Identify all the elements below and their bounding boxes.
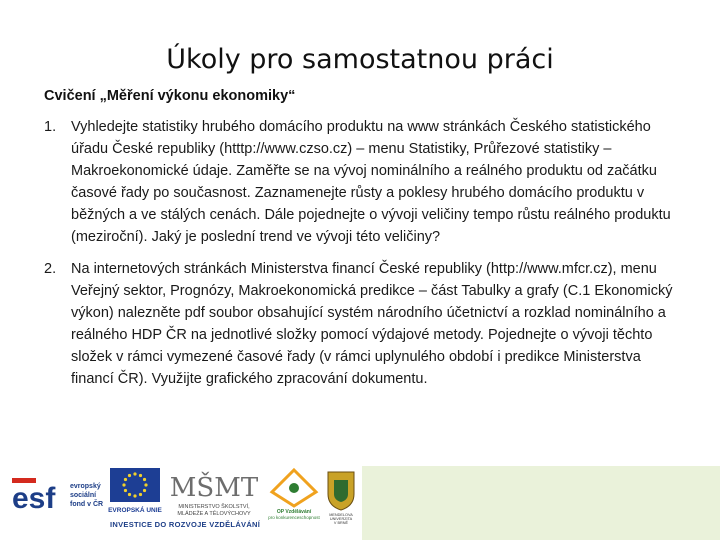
- crest-text-line: MENDELOVA: [329, 513, 353, 517]
- crest-text-line: V BRNĚ: [333, 521, 349, 524]
- op-dot-icon: [289, 483, 299, 493]
- esf-text-line: evropský: [70, 483, 101, 490]
- crest-inner-icon: [334, 480, 348, 502]
- eu-star: [133, 494, 136, 497]
- corner-decoration: [362, 466, 720, 540]
- msmt-text-line: MINISTERSTVO ŠKOLSTVÍ,: [178, 504, 250, 510]
- eu-star: [133, 472, 136, 475]
- task-item: [44, 258, 684, 390]
- eu-star: [128, 493, 131, 496]
- university-crest: [322, 466, 360, 524]
- eu-star: [128, 474, 131, 477]
- footer-slogan: INVESTICE DO ROZVOJE VZDĚLÁVÁNÍ: [110, 520, 261, 529]
- eu-star: [143, 478, 146, 481]
- eu-star: [124, 478, 127, 481]
- task-text: Na internetových stránkách Ministerstva financí České republiky (http://www.mfcr.cz), menu Veřejný sektor, Prognózy, Makroekonomická predikce – část Tabulky a grafy (C.1 Ekonomický výkon) nalezněte pdf soubor obsahující systém národního účetnictví a rozklad nominálního a reálného HDP ČR na jednotlivé složky pomocí výdajové metody. Pojednejte o vývoji těchto složek v rámci vymezené časové řady (v rámci uplynulého období i predikce Ministerstva financí ČR). Využijte grafického zpracování dokumentu.: [71, 261, 673, 387]
- eu-star: [122, 483, 125, 486]
- eu-star: [124, 489, 127, 492]
- page-title: Úkoly pro samostatnou práci: [166, 44, 554, 76]
- op-text-line: OP Vzdělávání: [276, 509, 312, 515]
- msmt-mark: MŠMT: [169, 473, 259, 503]
- esf-text-line: fond v ČR: [70, 501, 104, 508]
- task-number: 2.: [44, 261, 57, 277]
- crest-text-line: UNIVERZITA: [329, 517, 353, 521]
- esf-text-line: sociální: [70, 492, 97, 499]
- exercise-subtitle: Cvičení „Měření výkonu ekonomiky“: [44, 88, 296, 104]
- msmt-logo: [168, 466, 260, 520]
- task-item: [44, 116, 684, 248]
- op-logo: [266, 466, 322, 520]
- task-text: Vyhledejte statistiky hrubého domácího produktu na www stránkách Českého statistického úřadu České republiky (htttp://www.czso.cz) – menu Statistiky, Průřezové statistiky – Makroekonomické údaje. Zaměřte se na vývoj nominálního a reálného produktu od začátku časové řady po současnost. Zaznamenejte růsty a poklesy hrubého domácího produktu v běžných a ve stálých cenách. Dále pojednejte o vývoji veličiny tempo růstu reálného produktu (meziroční). Jaký je poslední trend ve vývoji této veličiny?: [71, 119, 671, 245]
- msmt-text-line: MLÁDEŽE A TĚLOVÝCHOVY: [177, 511, 251, 517]
- esf-mark: esf: [12, 482, 56, 515]
- esf-logo: [12, 470, 104, 516]
- eu-star: [139, 493, 142, 496]
- eu-star: [139, 474, 142, 477]
- eu-star: [143, 489, 146, 492]
- op-text-line: pro konkurenceschopnost: [268, 515, 320, 520]
- task-list: [44, 116, 684, 400]
- eu-star: [144, 483, 147, 486]
- task-number: 1.: [44, 119, 57, 135]
- eu-logo: [108, 468, 162, 516]
- eu-label: EVROPSKÁ UNIE: [108, 507, 162, 514]
